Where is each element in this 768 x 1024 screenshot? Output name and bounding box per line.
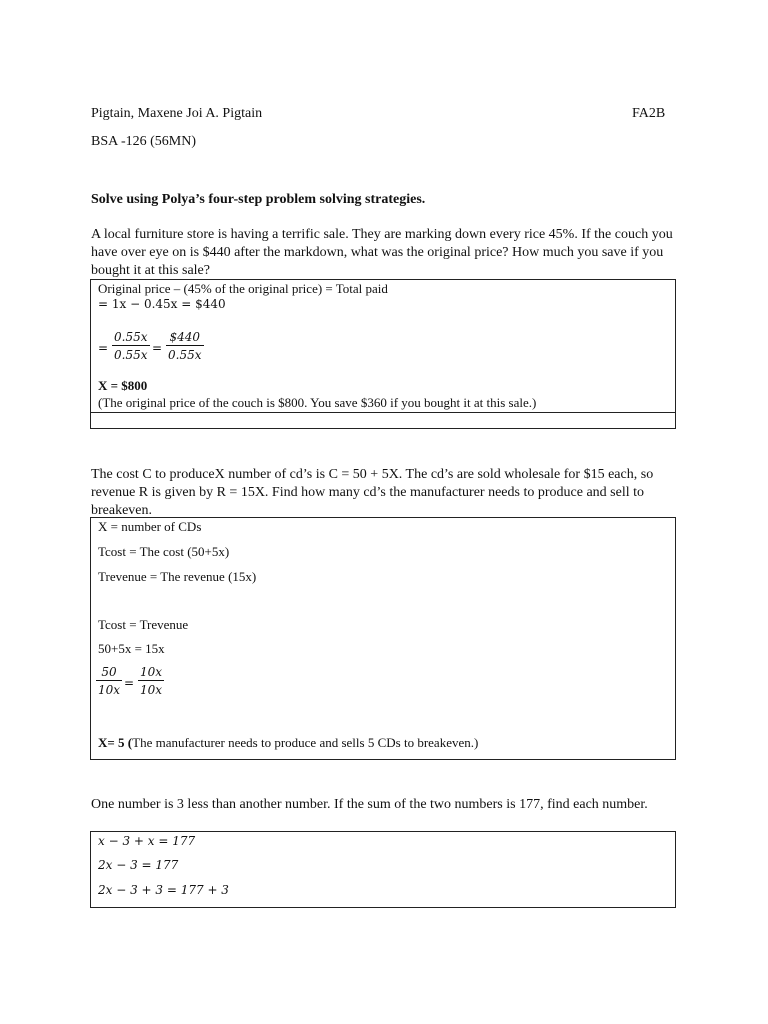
problem2-line1: X = number of CDs (98, 519, 202, 534)
problem3-solution-box (90, 831, 676, 908)
student-name: Pigtain, Maxene Joi A. Pigtain (91, 106, 263, 121)
fraction-numerator: 50 (101, 665, 117, 679)
problem2-solution-box (90, 517, 676, 760)
problem3-line3: 2x − 3 + 3 = 177 + 3 (98, 883, 229, 897)
fraction-denominator: 0.55x (166, 345, 204, 363)
problem2-question: The cost C to produceX number of cd’s is C = 50 + 5X. The cd’s are sold wholesale for $15 each, so revenue R is given by R = 15X. Find how many cd’s the manufacturer needs to produce and sell to breakeven. (91, 467, 654, 518)
instruction-heading: Solve using Polya’s four-step problem solving strategies. (91, 192, 426, 207)
problem3-question: One number is 3 less than another number. If the sum of the two numbers is 177, find each number. (91, 797, 648, 812)
problem1-explanation: (The original price of the couch is $800. You save $360 if you bought it at this sale.) (98, 395, 537, 410)
problem2-answer-text: The manufacturer needs to produce and sells 5 CDs to breakeven.) (132, 735, 479, 750)
fraction-denominator: 10x (96, 680, 122, 698)
fraction-numerator: $440 (169, 330, 201, 344)
problem2-line2: Tcost = The cost (50+5x) (98, 544, 230, 559)
problem1-eq-mid: = (152, 341, 163, 355)
problem2-eq-mid: = (124, 676, 135, 690)
problem1-eq-prefix: = (98, 341, 109, 355)
fraction-denominator: 0.55x (112, 345, 150, 363)
table-divider (91, 412, 675, 413)
problem3-line2: 2x − 3 = 177 (98, 858, 179, 872)
problem1-fraction-left (112, 329, 150, 363)
problem2-answer-bold: X= 5 ( (98, 735, 133, 750)
problem2-line5: 50+5x = 15x (98, 641, 165, 656)
course-code: BSA -126 (56MN) (91, 134, 197, 149)
problem1-line1: Original price – (45% of the original price) = Total paid (98, 281, 388, 296)
problem3-line1: x − 3 + x = 177 (98, 834, 196, 848)
problem1-solution-box (90, 279, 676, 429)
fraction-numerator: 0.55x (114, 330, 148, 344)
problem1-fraction-right (166, 329, 204, 363)
problem2-answer (98, 735, 478, 751)
section-code: FA2B (632, 106, 666, 121)
fraction-numerator: 10x (140, 665, 163, 679)
fraction-denominator: 10x (138, 680, 164, 698)
problem2-line4: Tcost = Trevenue (98, 617, 189, 632)
problem1-question: A local furniture store is having a terrific sale. They are marking down every rice 45%. If the couch you have over eye on is $440 after the markdown, what was the original price? How much you save if you bought it at this sale? (91, 227, 673, 278)
problem2-fraction-left (96, 664, 122, 698)
problem1-line2: = 1x − 0.45x = $440 (98, 297, 226, 311)
problem1-answer: X = $800 (98, 378, 148, 393)
problem2-fraction-right (138, 664, 164, 698)
problem2-line3: Trevenue = The revenue (15x) (98, 569, 257, 584)
